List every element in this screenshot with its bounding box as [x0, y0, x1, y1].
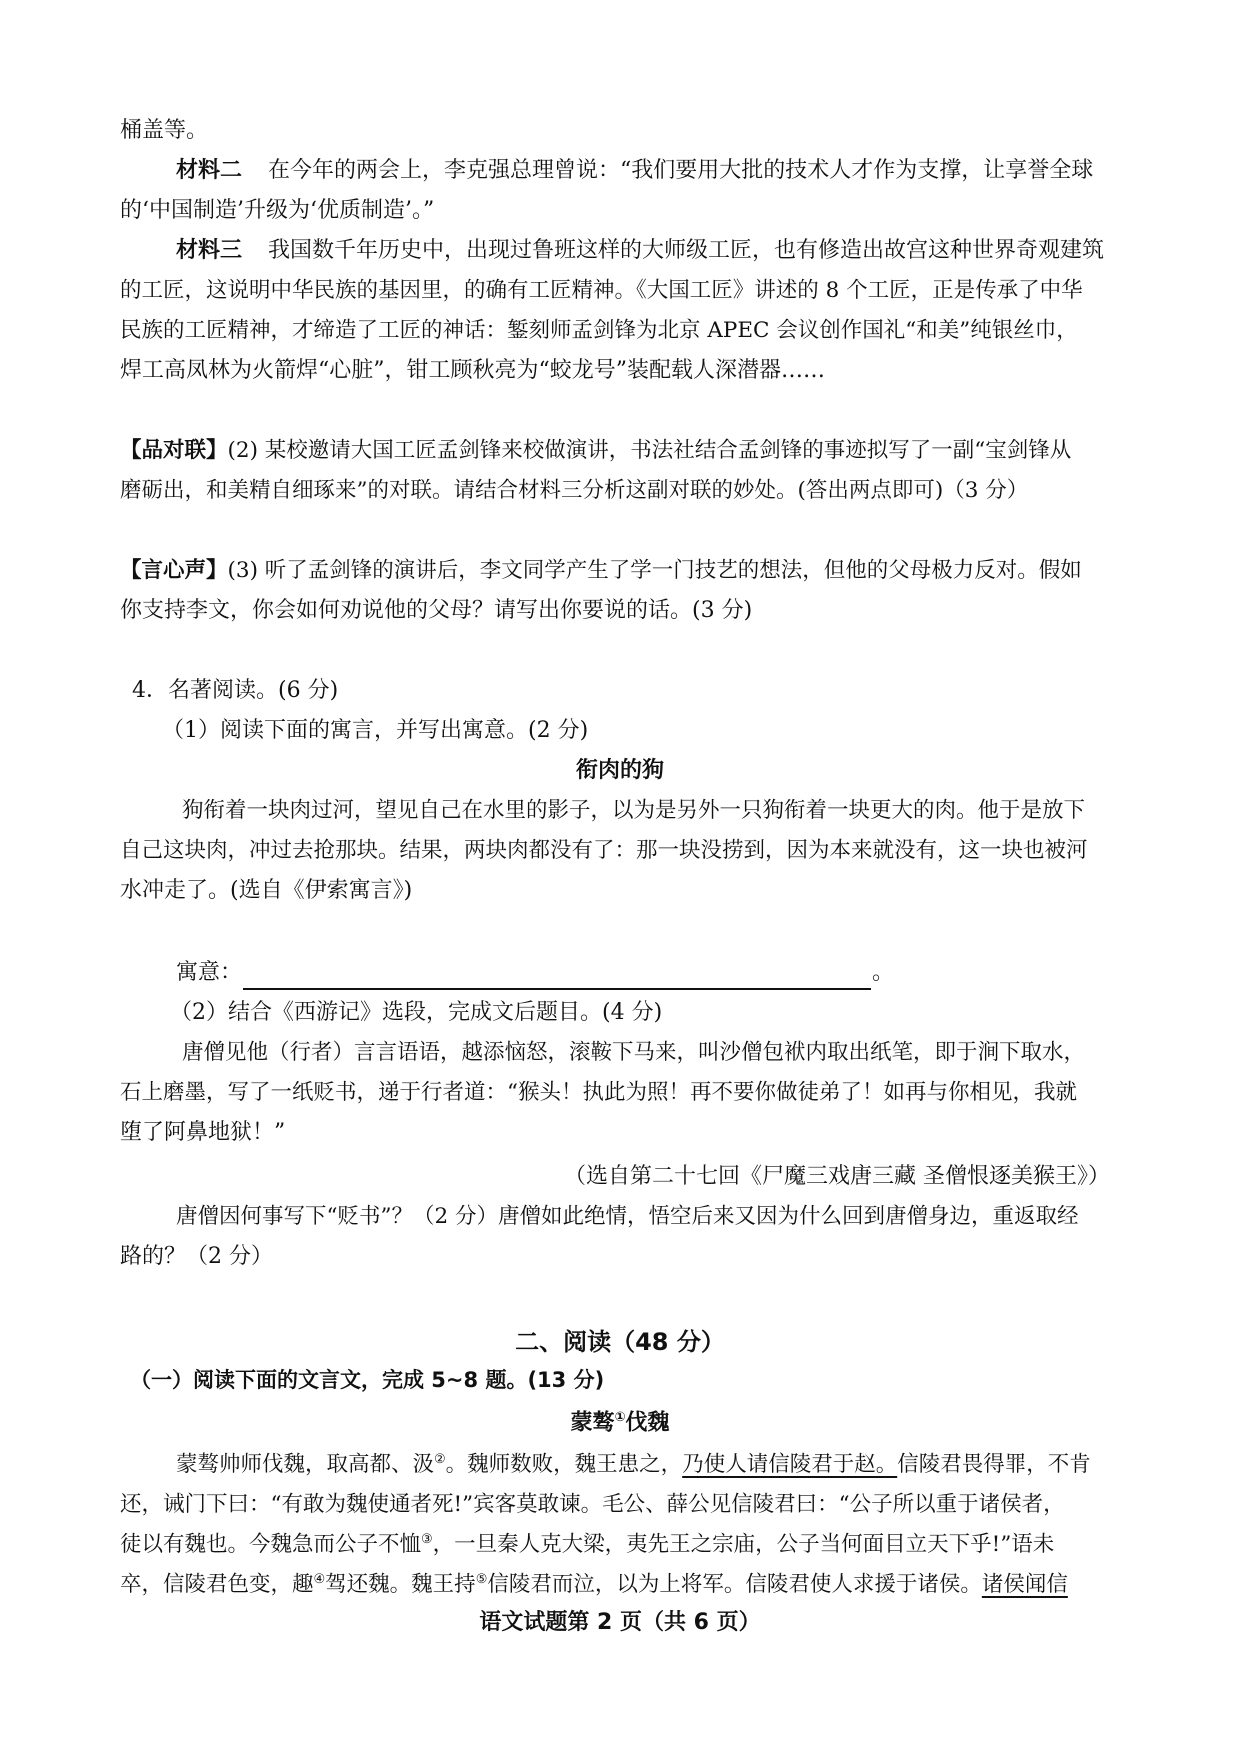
text-line: 民族的工匠精神，才缔造了工匠的神话：錾刻师孟剑锋为北京 APEC 会议创作国礼“和美”纯银丝巾，	[120, 318, 1078, 343]
page-footer: 语文试题第 2 页（共 6 页）	[479, 1610, 761, 1635]
text-line: 的工匠，这说明中华民族的基因里，的确有工匠精神。《大国工匠》讲述的 8 个工匠，正是传承了中华	[120, 278, 1083, 303]
passage-line: 还，诫门下曰：“有敢为魏使通者死!”宾客莫敢谏。毛公、薛公见信陵君曰：“公子所以重于诸侯者，	[120, 1492, 1065, 1517]
question-duilian	[120, 438, 1071, 464]
material-two	[176, 158, 1093, 184]
passage-text: 信陵君畏得罪，不肯	[897, 1452, 1091, 1478]
underlined-sentence: 乃使人请信陵君于赵。	[682, 1452, 898, 1478]
passage-title	[0, 1410, 1240, 1437]
passage-line	[120, 1572, 1068, 1598]
passage-line	[176, 1452, 1091, 1478]
footnote-mark: ①	[614, 1410, 626, 1425]
text-line: 你支持李文，你会如何劝说他的父母？请写出你要说的话。(3 分)	[120, 598, 753, 623]
text-line: 桶盖等。	[120, 118, 209, 143]
question-number: 4．名著阅读。(6 分)	[132, 678, 339, 703]
text-line: 石上磨墨，写了一纸贬书，递于行者道：“猴头！执此为照！再不要你做徒弟了！如再与你相见，我就	[120, 1080, 1077, 1105]
subsection-heading: （一）阅读下面的文言文，完成 5~8 题。(13 分)	[130, 1368, 605, 1392]
material-text: 我国数千年历史中，出现过鲁班这样的大师级工匠，也有修造出故宫这种世界奇观建筑	[268, 238, 1105, 263]
text-line: 水冲走了。(选自《伊索寓言》)	[120, 878, 413, 903]
passage-text: 徒以有魏也。今魏急而公子不恤	[120, 1532, 422, 1558]
footnote-mark: ⑤	[475, 1572, 488, 1587]
sub-question: （2）结合《西游记》选段，完成文后题目。(4 分)	[170, 1000, 663, 1025]
question-tag: 【言心声】	[120, 558, 228, 583]
text-line: 唐僧因何事写下“贬书”？（2 分）唐僧如此绝情，悟空后来又因为什么回到唐僧身边，重返取经	[176, 1204, 1079, 1229]
footnote-mark: ②	[434, 1452, 446, 1467]
text-line: 狗衔着一块肉过河，望见自己在水里的影子，以为是另外一只狗衔着一块更大的肉。他于是放下	[182, 798, 1086, 823]
text-line: 磨砺出，和美精自细琢来”的对联。请结合材料三分析这副对联的妙处。(答出两点即可)（3 分）	[120, 478, 1029, 503]
source-note: （选自第二十七回《尸魔三戏唐三藏 圣僧恨逐美猴王》）	[564, 1164, 1110, 1189]
text-line: 唐僧见他（行者）言言语语，越添恼怒，滚鞍下马来，叫沙僧包袱内取出纸笔，即于涧下取水，	[182, 1040, 1086, 1065]
passage-text: 蒙骜帅师伐魏，取高都、汲	[176, 1452, 435, 1478]
footnote-mark: ③	[421, 1532, 433, 1547]
passage-text: 卒，信陵君色变，趣	[120, 1572, 314, 1598]
moral-label: 寓意：	[176, 960, 243, 985]
passage-title-text: 伐魏	[625, 1410, 670, 1436]
text-line: 焊工高凤林为火箭焊“心脏”，钳工顾秋亮为“蛟龙号”装配载人深潜器……	[120, 358, 825, 383]
text-line: 自己这块肉，冲过去抢那块。结果，两块肉都没有了：那一块没捞到，因为本来就没有，这一块也被河	[120, 838, 1088, 863]
question-text: (3) 听了孟剑锋的演讲后，李文同学产生了学一门技艺的想法，但他的父母极力反对。假如	[227, 558, 1082, 583]
passage-text: 信陵君而泣，以为上将军。信陵君使人求援于诸侯。	[487, 1572, 982, 1598]
footnote-mark: ④	[313, 1572, 326, 1587]
fable-title: 衔肉的狗	[575, 758, 664, 783]
question-tag: 【品对联】	[120, 438, 228, 463]
passage-text: 驾还魏。魏王持	[325, 1572, 476, 1598]
underlined-sentence: 诸侯闻信	[981, 1572, 1068, 1598]
text-line: 路的？（2 分）	[120, 1244, 273, 1269]
text-line: 堕了阿鼻地狱！”	[120, 1120, 286, 1145]
section-heading: 二、阅读（48 分）	[515, 1328, 725, 1356]
moral-end: 。	[872, 960, 895, 985]
passage-title-text: 蒙骜	[570, 1410, 615, 1436]
question-xinsheng	[120, 558, 1082, 584]
text-line: 的‘中国制造’升级为‘优质制造’。”	[120, 198, 435, 223]
material-three	[176, 238, 1104, 264]
passage-line	[120, 1532, 1054, 1558]
passage-text: 。魏师数败，魏王患之，	[445, 1452, 683, 1478]
material-label: 材料三	[176, 238, 243, 263]
material-text: 在今年的两会上，李克强总理曾说：“我们要用大批的技术人才作为支撑，让享誉全球	[268, 158, 1094, 183]
material-label: 材料二	[176, 158, 243, 183]
question-text: (2) 某校邀请大国工匠孟剑锋来校做演讲，书法社结合孟剑锋的事迹拟写了一副“宝剑锋从	[227, 438, 1072, 463]
sub-question: （1）阅读下面的寓言，并写出寓意。(2 分)	[162, 718, 589, 743]
passage-text: ，一旦秦人克大梁，夷先王之宗庙，公子当何面目立天下乎!”语未	[432, 1532, 1055, 1558]
answer-blank[interactable]	[243, 988, 871, 990]
